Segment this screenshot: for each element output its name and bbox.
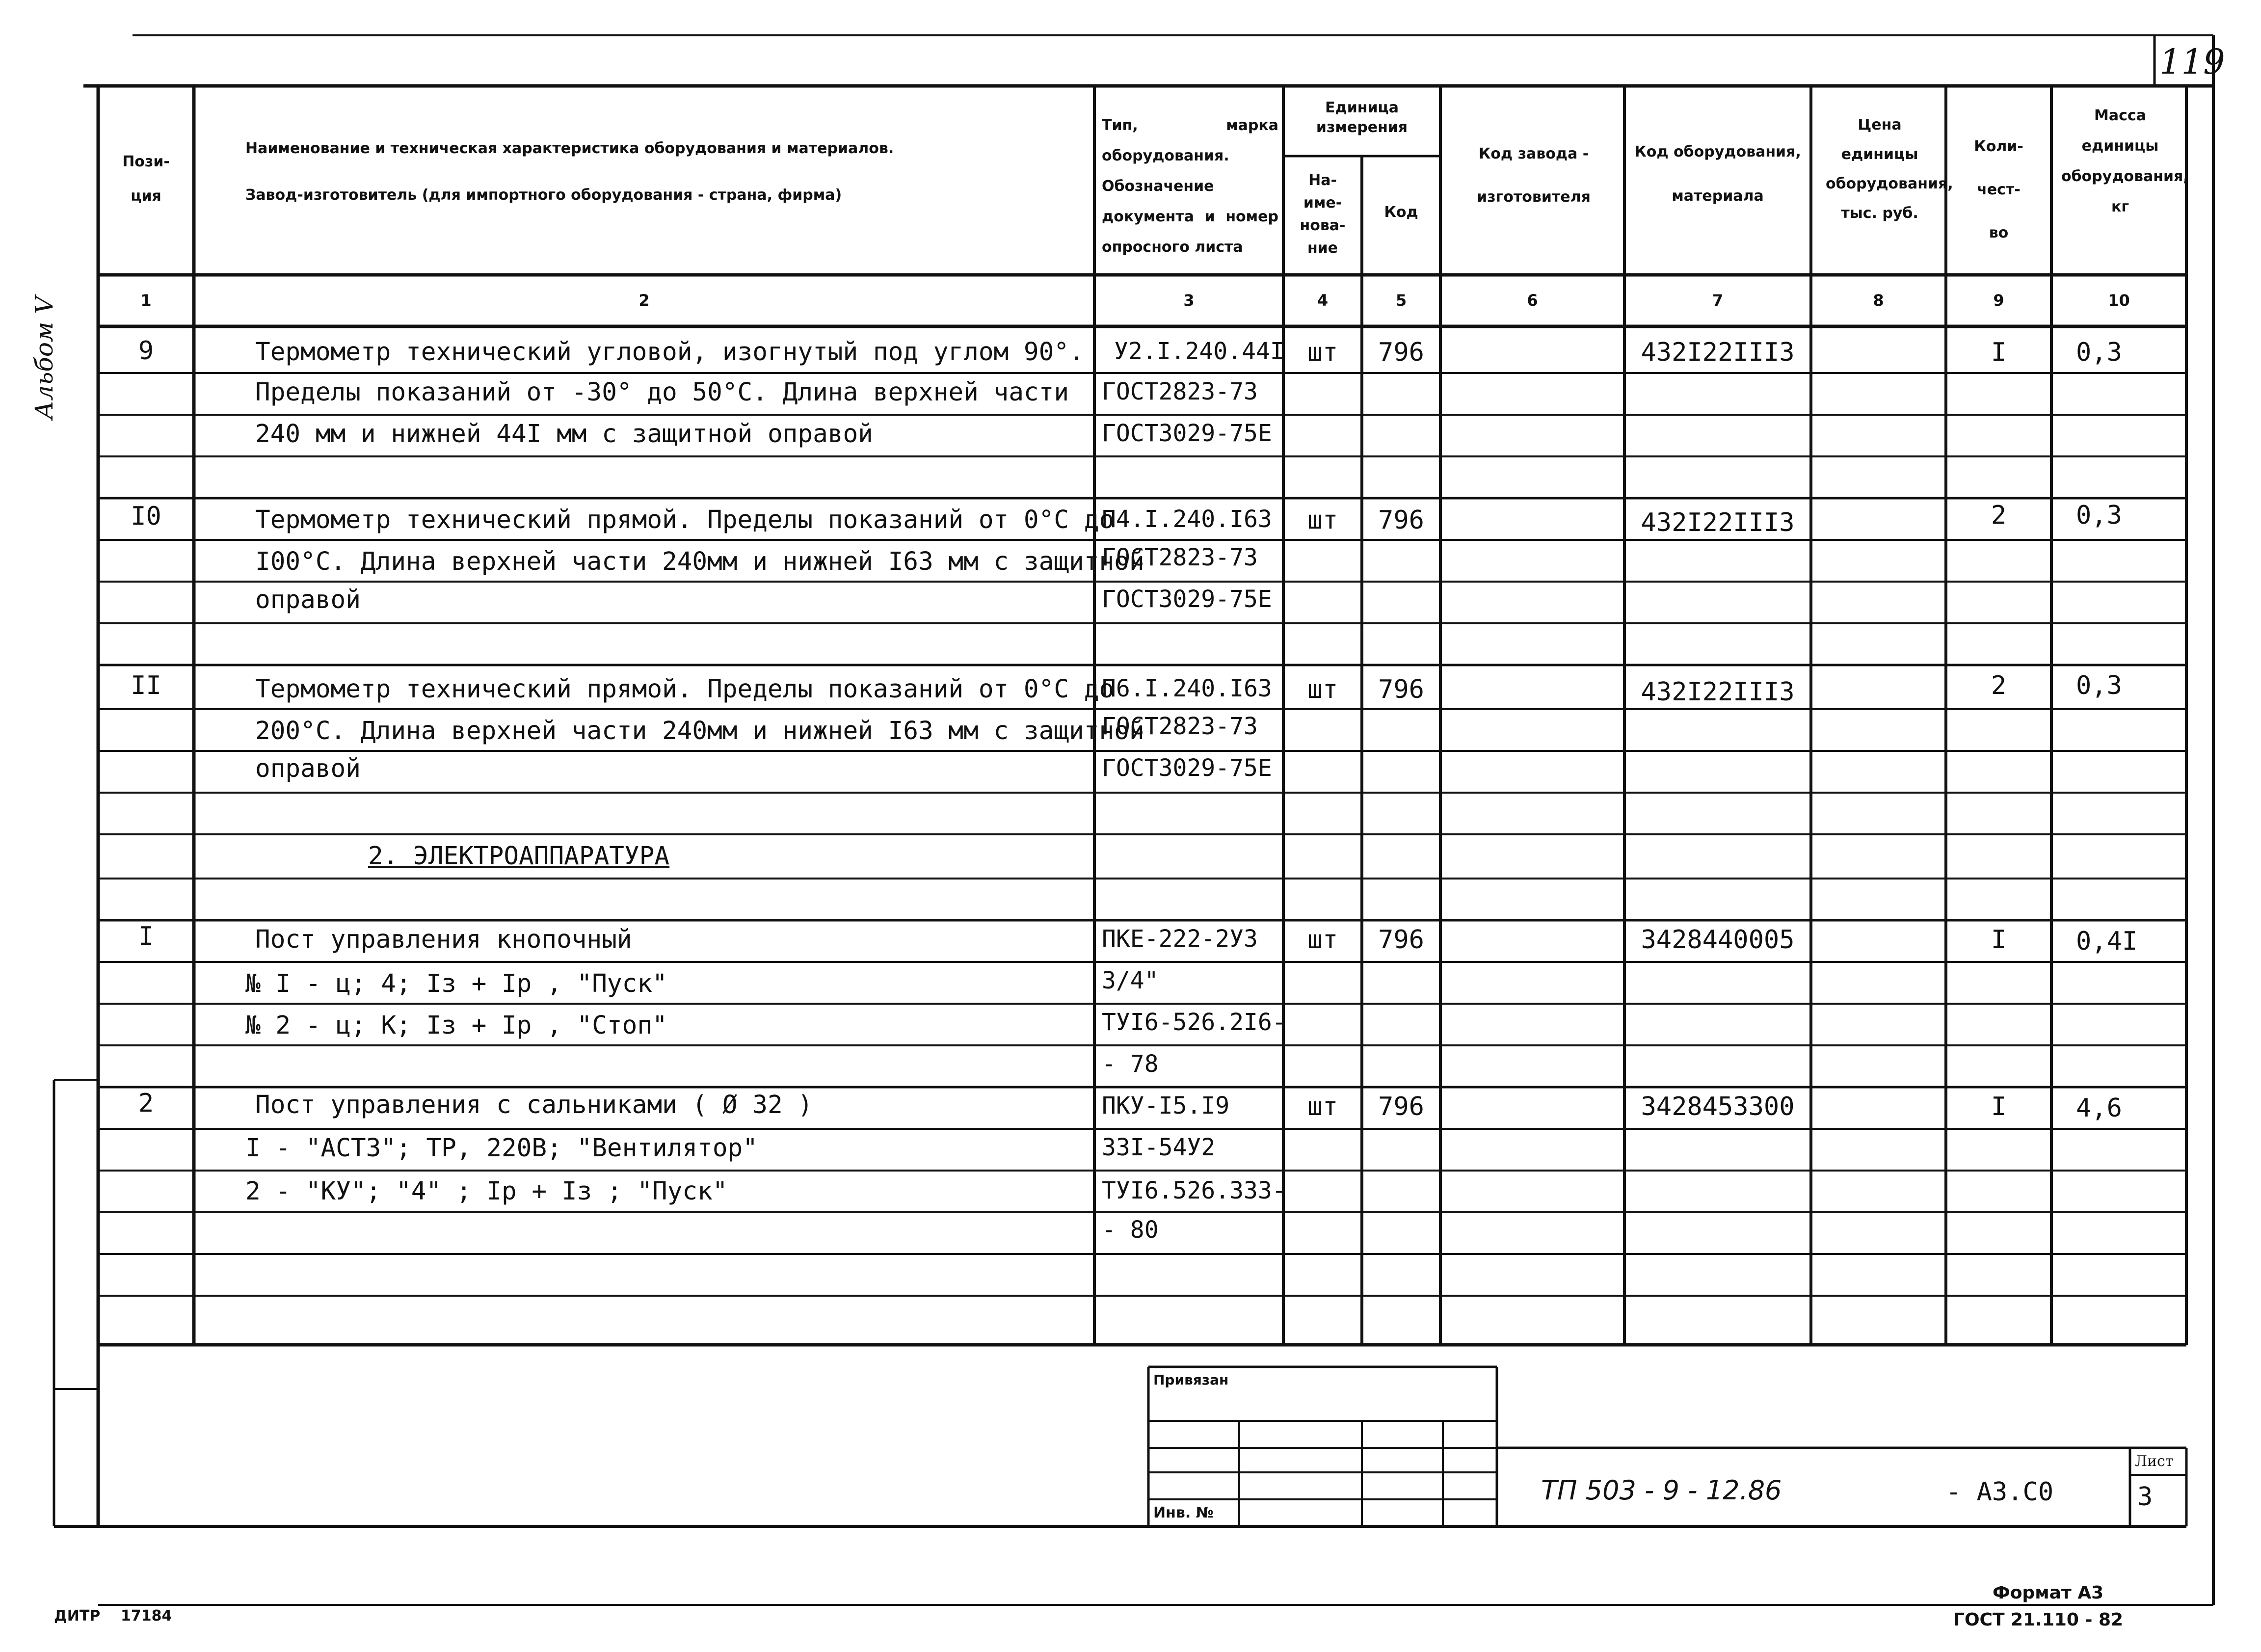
col-number-1: 1 (140, 291, 152, 310)
row-unit-code: 796 (1378, 506, 1424, 535)
row-description-line: оправой (255, 754, 361, 783)
row-quantity: I (1991, 925, 2007, 955)
gost-label: ГОСТ 21.110 - 82 (1953, 1610, 2124, 1630)
row-unit: шт (1307, 506, 1338, 535)
header-factory-code: Код завода - изготовителя (1477, 145, 1591, 206)
row-description-line: Термометр технический прямой. Пределы показаний от 0°С до (255, 506, 1115, 534)
header-name-line2: Завод-изготовитель (для импортного оборудования - страна, фирма) (245, 187, 842, 204)
document-suffix: - А3.С0 (1946, 1477, 2054, 1507)
row-type: ГОСТ2823-73 (1102, 713, 1258, 740)
row-description-line: I00°С. Длина верхней части 240мм и нижней I63 мм с защитной (255, 547, 1144, 576)
col-number-10: 10 (2108, 291, 2130, 310)
row-description-line: I - "АСТЗ"; ТР, 220В; "Вентилятор" (245, 1134, 758, 1163)
row-quantity: 2 (1991, 501, 2007, 530)
row-mass: 4,6 (2076, 1093, 2122, 1123)
row-mass: 0,3 (2076, 501, 2122, 530)
row-equipment-code: 3428453300 (1641, 1092, 1795, 1121)
col-number-2: 2 (638, 291, 650, 310)
row-description-line: Пост управления кнопочный (255, 925, 632, 954)
row-description-line: Пост управления с сальниками ( Ø 32 ) (255, 1091, 813, 1119)
header-equipment-code: Код оборудования, материала (1634, 143, 1801, 205)
row-description-line: 240 мм и нижней 44I мм с защитной оправой (255, 420, 873, 449)
page-number: 119 (2159, 42, 2225, 82)
row-mass: 0,4I (2076, 927, 2138, 956)
header-mass: Масса единицы оборудования, кг (2061, 107, 2189, 215)
document-code: ТП 503 - 9 - 12.86 (1541, 1475, 1782, 1506)
row-unit: шт (1307, 925, 1338, 955)
row-position: II (131, 671, 161, 700)
row-unit: шт (1307, 675, 1338, 704)
row-type: ГОСТ3029-75Е (1102, 754, 1272, 782)
row-type: ТУI6.526.333- (1102, 1177, 1286, 1204)
row-mass: 0,3 (2076, 671, 2122, 700)
row-quantity: 2 (1991, 671, 2007, 700)
side-stamp: Альбом V (30, 296, 58, 420)
row-unit-code: 796 (1378, 675, 1424, 704)
row-description-line: Термометр технический угловой, изогнутый под углом 90°. (255, 338, 1084, 367)
row-type: - 80 (1102, 1216, 1159, 1244)
row-type: ГОСТ3029-75Е (1102, 420, 1272, 447)
row-type: ГОСТ2823-73 (1102, 378, 1258, 405)
row-description-line: Термометр технический прямой. Пределы показаний от 0°С до (255, 675, 1115, 704)
row-type: 3/4" (1102, 967, 1159, 994)
row-description-line: № I - ц; 4; Iз + Iр , "Пуск" (245, 969, 667, 998)
col-number-7: 7 (1712, 291, 1724, 310)
col-number-5: 5 (1395, 291, 1407, 310)
row-type: ПКЕ-222-2У3 (1102, 925, 1258, 953)
section-title: 2. ЭЛЕКТРОАППАРАТУРА (368, 842, 670, 871)
row-type: 33I-54У2 (1102, 1134, 1216, 1161)
row-equipment-code: 432I22III3 (1641, 508, 1795, 537)
format-label: Формат А3 (1993, 1583, 2104, 1603)
col-number-4: 4 (1317, 291, 1329, 310)
row-type: ПКУ-I5.I9 (1102, 1092, 1230, 1119)
row-description-line: 2 - "КУ"; "4" ; Iр + Iз ; "Пуск" (245, 1177, 728, 1206)
row-type: У2.I.240.44I (1114, 338, 1284, 365)
row-description-line: Пределы показаний от -30° до 50°С. Длина верхней части (255, 378, 1069, 407)
row-description-line: № 2 - ц; К; Iз + Iр , "Стоп" (245, 1011, 667, 1040)
header-type: Тип, марка оборудования. Обозначение документа и номер опросного листа (1102, 117, 1278, 256)
row-type: П4.I.240.I63 (1102, 506, 1272, 533)
row-description-line: 200°С. Длина верхней части 240мм и нижней I63 мм с защитной (255, 717, 1144, 746)
row-position: 9 (138, 336, 154, 366)
header-unit: Единица измерения (1316, 99, 1408, 136)
row-type: ГОСТ3029-75Е (1102, 586, 1272, 613)
row-description-line: оправой (255, 586, 361, 614)
header-unit-code: Код (1384, 204, 1418, 221)
row-equipment-code: 432I22III3 (1641, 338, 1795, 367)
sheet-number: 3 (2137, 1482, 2153, 1512)
stamp-bound-label: Привязан (1153, 1372, 1229, 1388)
col-number-3: 3 (1183, 291, 1195, 310)
col-number-9: 9 (1993, 291, 2004, 310)
row-type: ТУI6-526.2I6- (1102, 1009, 1286, 1036)
row-unit-code: 796 (1378, 1092, 1424, 1121)
row-type: - 78 (1102, 1050, 1159, 1078)
row-unit: шт (1307, 338, 1338, 367)
row-unit-code: 796 (1378, 925, 1424, 955)
row-type: П6.I.240.I63 (1102, 675, 1272, 702)
col-number-8: 8 (1873, 291, 1884, 310)
stamp-inventory-label: Инв. № (1153, 1504, 1214, 1521)
header-price: Цена единицы оборудования, тыс. руб. (1826, 116, 1953, 222)
header-position: Пози- ция (122, 153, 170, 205)
sheet-label: Лист (2135, 1453, 2174, 1470)
row-position: I0 (131, 502, 161, 531)
header-unit-name: На- име- нова- ние (1300, 172, 1346, 257)
row-quantity: I (1991, 338, 2007, 367)
row-mass: 0,3 (2076, 338, 2122, 367)
header-name-line1: Наименование и техническая характеристика оборудования и материалов. (245, 140, 894, 157)
col-number-6: 6 (1527, 291, 1538, 310)
row-position: 2 (138, 1089, 154, 1118)
row-unit-code: 796 (1378, 338, 1424, 367)
header-quantity: Коли- чест- во (1974, 138, 2023, 241)
row-unit: шт (1307, 1092, 1338, 1121)
row-equipment-code: 432I22III3 (1641, 677, 1795, 707)
archive-number: ДИТР 17184 (54, 1607, 172, 1625)
row-type: ГОСТ2823-73 (1102, 544, 1258, 571)
row-equipment-code: 3428440005 (1641, 925, 1795, 955)
row-position: I (138, 922, 154, 951)
row-quantity: I (1991, 1092, 2007, 1121)
